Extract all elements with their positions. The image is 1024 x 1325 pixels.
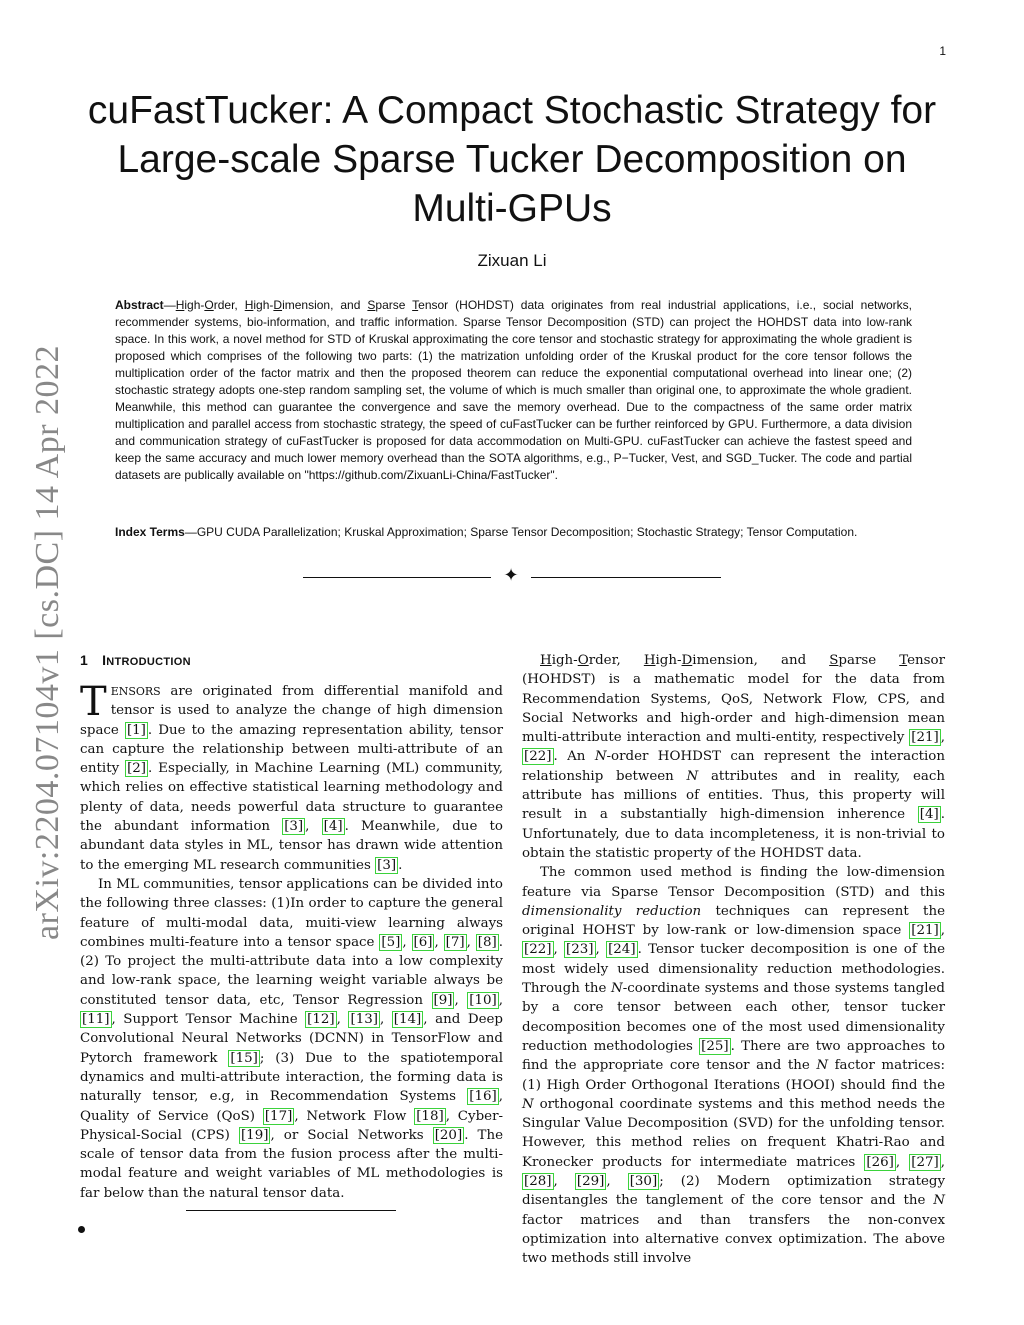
acronym-letter: H [540, 653, 552, 668]
citation-link[interactable]: [21] [911, 923, 939, 939]
citation-link[interactable]: [1] [126, 722, 146, 738]
text-run: . Meanwhile, due to abundant data styles in ML, tensor has drawn wide attention to the emerging ML research communities [80, 819, 503, 873]
text-run: , [553, 1174, 575, 1190]
abstract-label: Abstract [115, 298, 164, 312]
math-var: N [594, 749, 607, 765]
citation-link[interactable]: [10] [469, 992, 497, 1008]
text-run: orthogonal coordinate systems and this method needs the Singular Value Decomposition (SVD) for the unfolding tensor. However, this method relies on frequent Khatri-Rao and Kronecker products for intermediate matrices [522, 1096, 945, 1170]
acronym-rest: igh- [184, 298, 205, 312]
citation-link[interactable]: [24] [608, 942, 636, 958]
citation-link[interactable]: [20] [434, 1127, 463, 1143]
citation-link[interactable]: [28] [524, 1174, 552, 1190]
abstract-dash: — [163, 298, 176, 312]
intro-paragraph-3 [522, 651, 945, 863]
right-column [522, 651, 945, 1269]
text-run: , [454, 992, 468, 1008]
acronym-rest: igh- [655, 653, 682, 668]
citation-link[interactable]: [8] [477, 934, 497, 950]
author: Zixuan Li [477, 251, 547, 270]
paper-title: cuFastTucker: A Compact Stochastic Strategy for Large-scale Sparse Tucker Decomposition on Multi-GPUs [87, 89, 937, 230]
index-terms-dash: — [184, 525, 197, 539]
citation-link[interactable]: [22] [524, 942, 552, 958]
dropcap: T [80, 679, 107, 725]
text-run: . Especially, in Machine Learning (ML) community, which relies on effective statistical learning methodology and plenty of data, needs powerful data structure to guarantee the abundant information [80, 761, 503, 835]
citation-link[interactable]: [7] [445, 934, 465, 950]
text-run: . (2) To project the multi-attribute data into a low complexity and low-rank space, the learning weight variable always be constituted tensor data, etc, Tensor Regression [80, 934, 504, 1008]
abstract [115, 297, 912, 484]
acronym-letter: S [367, 298, 376, 312]
text-run: , [595, 942, 607, 958]
math-var: N [686, 768, 699, 784]
acronym-letter: D [681, 653, 693, 668]
acronym-letter: S [829, 653, 839, 668]
text-run: . An [553, 749, 595, 765]
footnote-bullet-icon [78, 1226, 85, 1233]
citation-link[interactable]: [16] [469, 1089, 497, 1105]
acronym-letter: O [204, 298, 214, 312]
text-run: , Cyber-Physical-Social (CPS) [80, 1108, 504, 1143]
intro-paragraph-1 [80, 679, 504, 875]
citation-link[interactable]: [11] [82, 1012, 110, 1028]
acronym-rest: igh- [551, 653, 578, 668]
text-run: ; (3) Due to the spatiotemporal dynamics and multi-attribute interaction, the forming data is naturally tensor, e.g, in Recommendation Systems [80, 1050, 503, 1105]
text-run: , [553, 942, 565, 958]
text-run: . Tensor tucker decomposition is one of the most widely used dimensionality reduction methodologies. Through the [522, 942, 946, 997]
index-terms-body: GPU CUDA Parallelization; Kruskal Approximation; Sparse Tensor Decomposition; Stochastic Strategy; Tensor Computation. [196, 525, 858, 539]
citation-link[interactable]: [17] [264, 1108, 293, 1124]
divider-star-icon: ✦ [503, 565, 519, 586]
text-run: , or Social Networks [270, 1127, 433, 1143]
text-run: factor matrices: (1) High Order Orthogonal Iterations (HOOI) should find the [522, 1058, 945, 1093]
text-run: In ML communities, tensor applications can be divided into the following three classes: (1)In order to capture the general feature of multi-modal data, muiti-view learning always combines multi-feature into a tensor space [80, 876, 503, 950]
text-run: techniques can represent the original HOHST by low-rank or low-dimension space [522, 903, 945, 939]
acronym-rest: parse [375, 298, 413, 312]
text-run: , [940, 730, 945, 746]
citation-link[interactable]: [3] [284, 819, 304, 835]
text-run: , [606, 1174, 628, 1190]
acronym-rest: ensor [907, 653, 945, 668]
citation-link[interactable]: [27] [911, 1154, 939, 1170]
citation-link[interactable]: [25] [701, 1038, 729, 1054]
text-run: , [466, 934, 476, 950]
text-run: , [402, 934, 412, 950]
citation-link[interactable]: [15] [230, 1050, 258, 1066]
citation-link[interactable]: [14] [393, 1012, 422, 1028]
acronym-letter: D [273, 298, 283, 312]
intro-paragraph-2 [80, 875, 503, 1203]
text-run: . Due to the amazing representation ability, tensor can capture the relationship between multi-attribute of an entity [80, 722, 504, 777]
page-number: 1 [939, 44, 946, 58]
acronym-rest: ensor [418, 298, 449, 312]
text-run: . [398, 857, 403, 873]
citation-link[interactable]: [9] [433, 992, 453, 1008]
math-var: N [933, 1193, 945, 1209]
text-run: , [498, 992, 503, 1008]
divider-line-right [531, 577, 721, 578]
math-var: N [522, 1096, 534, 1112]
emphasis: dimensionality reduction [522, 903, 702, 919]
text-run: , [895, 1154, 910, 1170]
footnote-rule [186, 1210, 396, 1211]
text-run: , Network Flow [294, 1108, 415, 1124]
citation-link[interactable]: [6] [413, 934, 433, 950]
citation-link[interactable]: [30] [629, 1174, 658, 1190]
abstract-body: (HOHDST) data originates from real industrial applications, i.e., social networks, recommender systems, bio-information, and traffic information. Sparse Tensor Decomposition (STD) can project the HOHDST data into low-rank space. In this work, a novel method for STD of Kruskal approximating the core tensor and stochastic strategy for approximating the whole gradient is proposed which comprises of the following two parts: (1) the matrization unfolding order of the Kruskal product for the core tensor follows the multiplication order of the factor matrix and then the proposed theorem can reduce the exponential computational overhead into linear one; (2) stochastic strategy adopts one-step random sampling set, the volume of which is much smaller than original one, to approximate the whole gradient. Meanwhile, this method can guarantee the convergence and save the memory overhead. Due to the compactness of the same order matrix multiplication and parallel access from stochastic strategy, the speed of cuFastTucker can be further reinforced by GPU. Furthermore, a data division and communication strategy of cuFastTucker is proposed for data accommodation on Multi-GPU. cuFastTucker can achieve the fastest speed and keep the same accuracy and much lower memory overhead than the SOTA algorithms, e.g., P−Tucker, Vest, and SGD_Tucker. The code and partial datasets are publically available on "https://github.com/ZixuanLi-China/FastTucker". [115, 298, 912, 482]
text-run: (HOHDST) is a mathematic model for the data from Recommendation Systems, QoS, Network Flow, CPS, and Social Networks and high-order and high-dimension mean multi-attribute interaction and multi-entity, respectively [522, 672, 945, 746]
text-run: , Quality of Service (QoS) [80, 1089, 503, 1124]
citation-link[interactable]: [29] [576, 1174, 605, 1190]
acronym-rest: imension, and [282, 298, 368, 312]
citation-link[interactable]: [18] [416, 1108, 444, 1124]
section-heading [80, 651, 503, 670]
citation-link[interactable]: [13] [350, 1012, 378, 1028]
text-run: . The scale of tensor data from the fusion process after the multi-modal feature and weight variables of ML methodologies is far below than the natural tensor data. [80, 1127, 503, 1201]
text-run: , [940, 1154, 945, 1170]
text-run: -coordinate systems and those systems tangled by a core tensor between each other, tensor tucker decomposition becomes one of the most used dimensionality reduction methodologies [522, 981, 945, 1054]
text-run: . Unfortunately, due to data incompleteness, it is non-trivial to obtain the statistic property of the HOHDST data. [522, 807, 945, 861]
text-run: -order HOHDST can represent the interaction relationship between [522, 749, 945, 784]
acronym-letter: H [643, 653, 656, 668]
citation-link[interactable]: [21] [911, 730, 939, 746]
citation-link[interactable]: [2] [127, 761, 147, 777]
citation-link[interactable]: [22] [524, 749, 552, 765]
acronym-letter: H [175, 298, 185, 312]
acronym-rest: imension, and [692, 653, 830, 668]
acronym-rest: igh- [253, 298, 274, 312]
acronym-rest: rder, [588, 653, 644, 668]
index-terms-label: Index Terms [115, 525, 185, 539]
index-terms [115, 524, 912, 541]
dropcap-smallcaps: ENSORS [110, 685, 161, 698]
left-column [80, 651, 503, 1203]
text-run: , Support Tensor Machine [111, 1012, 306, 1028]
text-run: are originated from differential manifold and tensor is used to analyze the change of high dimension space [80, 684, 503, 738]
acronym-letter: H [244, 298, 254, 312]
text-run: , [940, 923, 945, 939]
acronym-rest: parse [838, 653, 900, 668]
text-run: ; (2) Modern optimization strategy disentangles the tanglement of the core tensor and the [522, 1174, 946, 1209]
acronym-rest: rder, [213, 298, 245, 312]
math-var: N [611, 981, 623, 997]
citation-link[interactable]: [26] [866, 1154, 894, 1170]
citation-link[interactable]: [4] [323, 819, 343, 835]
text-run: factor matrices and than transfers the non-convex optimization into alternative convex optimization. The above two methods still involve [522, 1212, 945, 1267]
section-number: 1 [80, 652, 89, 668]
math-var: N [816, 1058, 829, 1074]
citation-link[interactable]: [23] [566, 942, 594, 958]
text-run: . There are two approaches to find the appropriate core tensor and the [522, 1038, 946, 1074]
acronym-letter: T [899, 653, 908, 668]
acronym-letter: T [412, 298, 419, 312]
divider-line-left [303, 577, 491, 578]
acronym-letter: O [577, 653, 589, 668]
citation-link[interactable]: [4] [919, 807, 939, 823]
text-run: , [305, 819, 322, 835]
text-run: The common used method is finding the low-dimension feature via Sparse Tensor Decomposition (STD) and this [522, 865, 945, 900]
text-run: , [336, 1012, 349, 1028]
section-title-initial: I [102, 652, 107, 668]
intro-paragraph-4 [522, 863, 945, 1268]
section-title-rest: NTRODUCTION [106, 656, 191, 668]
arxiv-stamp: arXiv:2204.07104v1 [cs.DC] 14 Apr 2022 [29, 344, 66, 940]
citation-link[interactable]: [5] [381, 934, 401, 950]
section-divider [303, 565, 721, 588]
text-run: , [379, 1012, 392, 1028]
text-run: , and Deep Convolutional Neural Networks (DCNN) in TensorFlow and Pytorch framework [80, 1012, 503, 1066]
citation-link[interactable]: [12] [307, 1012, 335, 1028]
text-run: attributes and in reality, each attribute has millions of entities. Thus, this property will result in a substantially high-dimension inherence [522, 768, 945, 823]
citation-link[interactable]: [19] [240, 1127, 269, 1143]
citation-link[interactable]: [3] [377, 857, 397, 873]
text-run: , [434, 934, 444, 950]
